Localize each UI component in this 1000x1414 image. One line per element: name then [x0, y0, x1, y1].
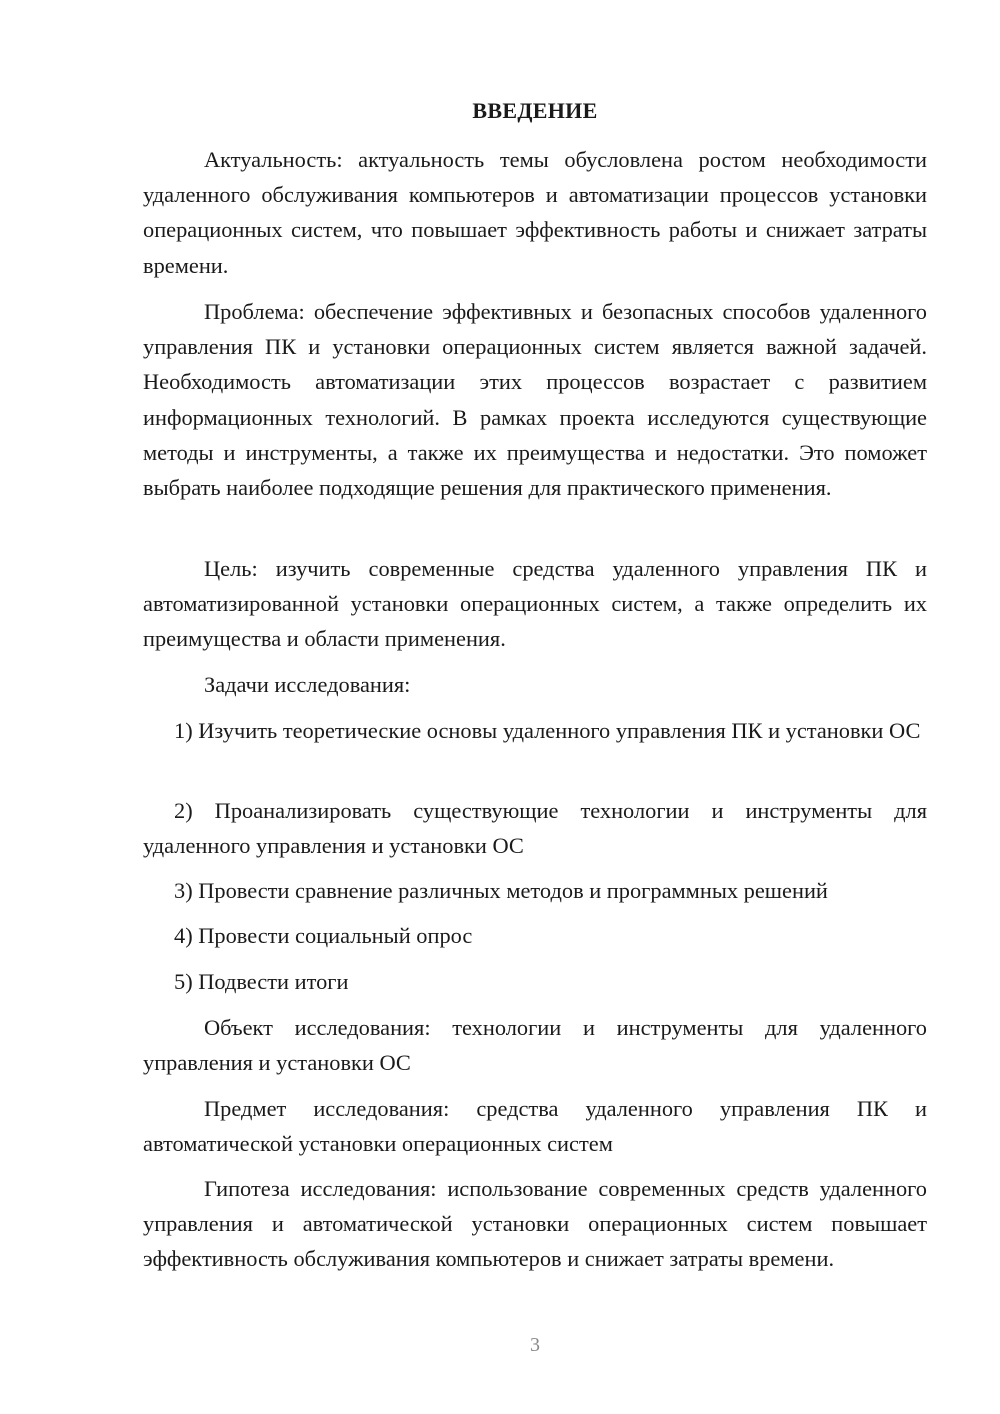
paragraph-problem: Проблема: обеспечение эффективных и безопасных способов удаленного управления ПК и установки операционных систем является важной задачей. Необходимость автоматизации этих процессов возрастает с развитием информационных технологий. В рамках проекта исследуются существующие методы и инструменты, а также их преимущества и недостатки. Это поможет выбрать наиболее подходящие решения для практического применения.: [143, 299, 927, 501]
task-item-1: 1) Изучить теоретические основы удаленного управления ПК и установки ОС: [174, 718, 921, 743]
paragraph-goal: Цель: изучить современные средства удаленного управления ПК и автоматизированной установки операционных систем, а также определить их преимущества и области применения.: [143, 556, 927, 652]
task-item-5: 5) Подвести итоги: [174, 969, 349, 994]
paragraph-subject: Предмет исследования: средства удаленного управления ПК и автоматической установки операционных систем: [143, 1096, 927, 1157]
task-item-2: 2) Проанализировать существующие технологии и инструменты для удаленного управления и установки ОС: [143, 798, 927, 859]
task-item-4: 4) Провести социальный опрос: [174, 923, 473, 948]
paragraph-object: Объект исследования: технологии и инструменты для удаленного управления и установки ОС: [143, 1015, 927, 1076]
task-item-3: 3) Провести сравнение различных методов и программных решений: [174, 878, 828, 903]
tasks-title: Задачи исследования:: [204, 672, 411, 697]
page-title: ВВЕДЕНИЕ: [472, 98, 598, 123]
paragraph-relevance: Актуальность: актуальность темы обусловлена ростом необходимости удаленного обслуживания компьютеров и автоматизации процессов установки операционных систем, что повышает эффективность работы и снижает затраты времени.: [143, 147, 927, 278]
page-number: 3: [530, 1334, 540, 1356]
paragraph-hypothesis: Гипотеза исследования: использование современных средств удаленного управления и автоматической установки операционных систем повышает эффективность обслуживания компьютеров и снижает затраты времени.: [143, 1176, 927, 1272]
